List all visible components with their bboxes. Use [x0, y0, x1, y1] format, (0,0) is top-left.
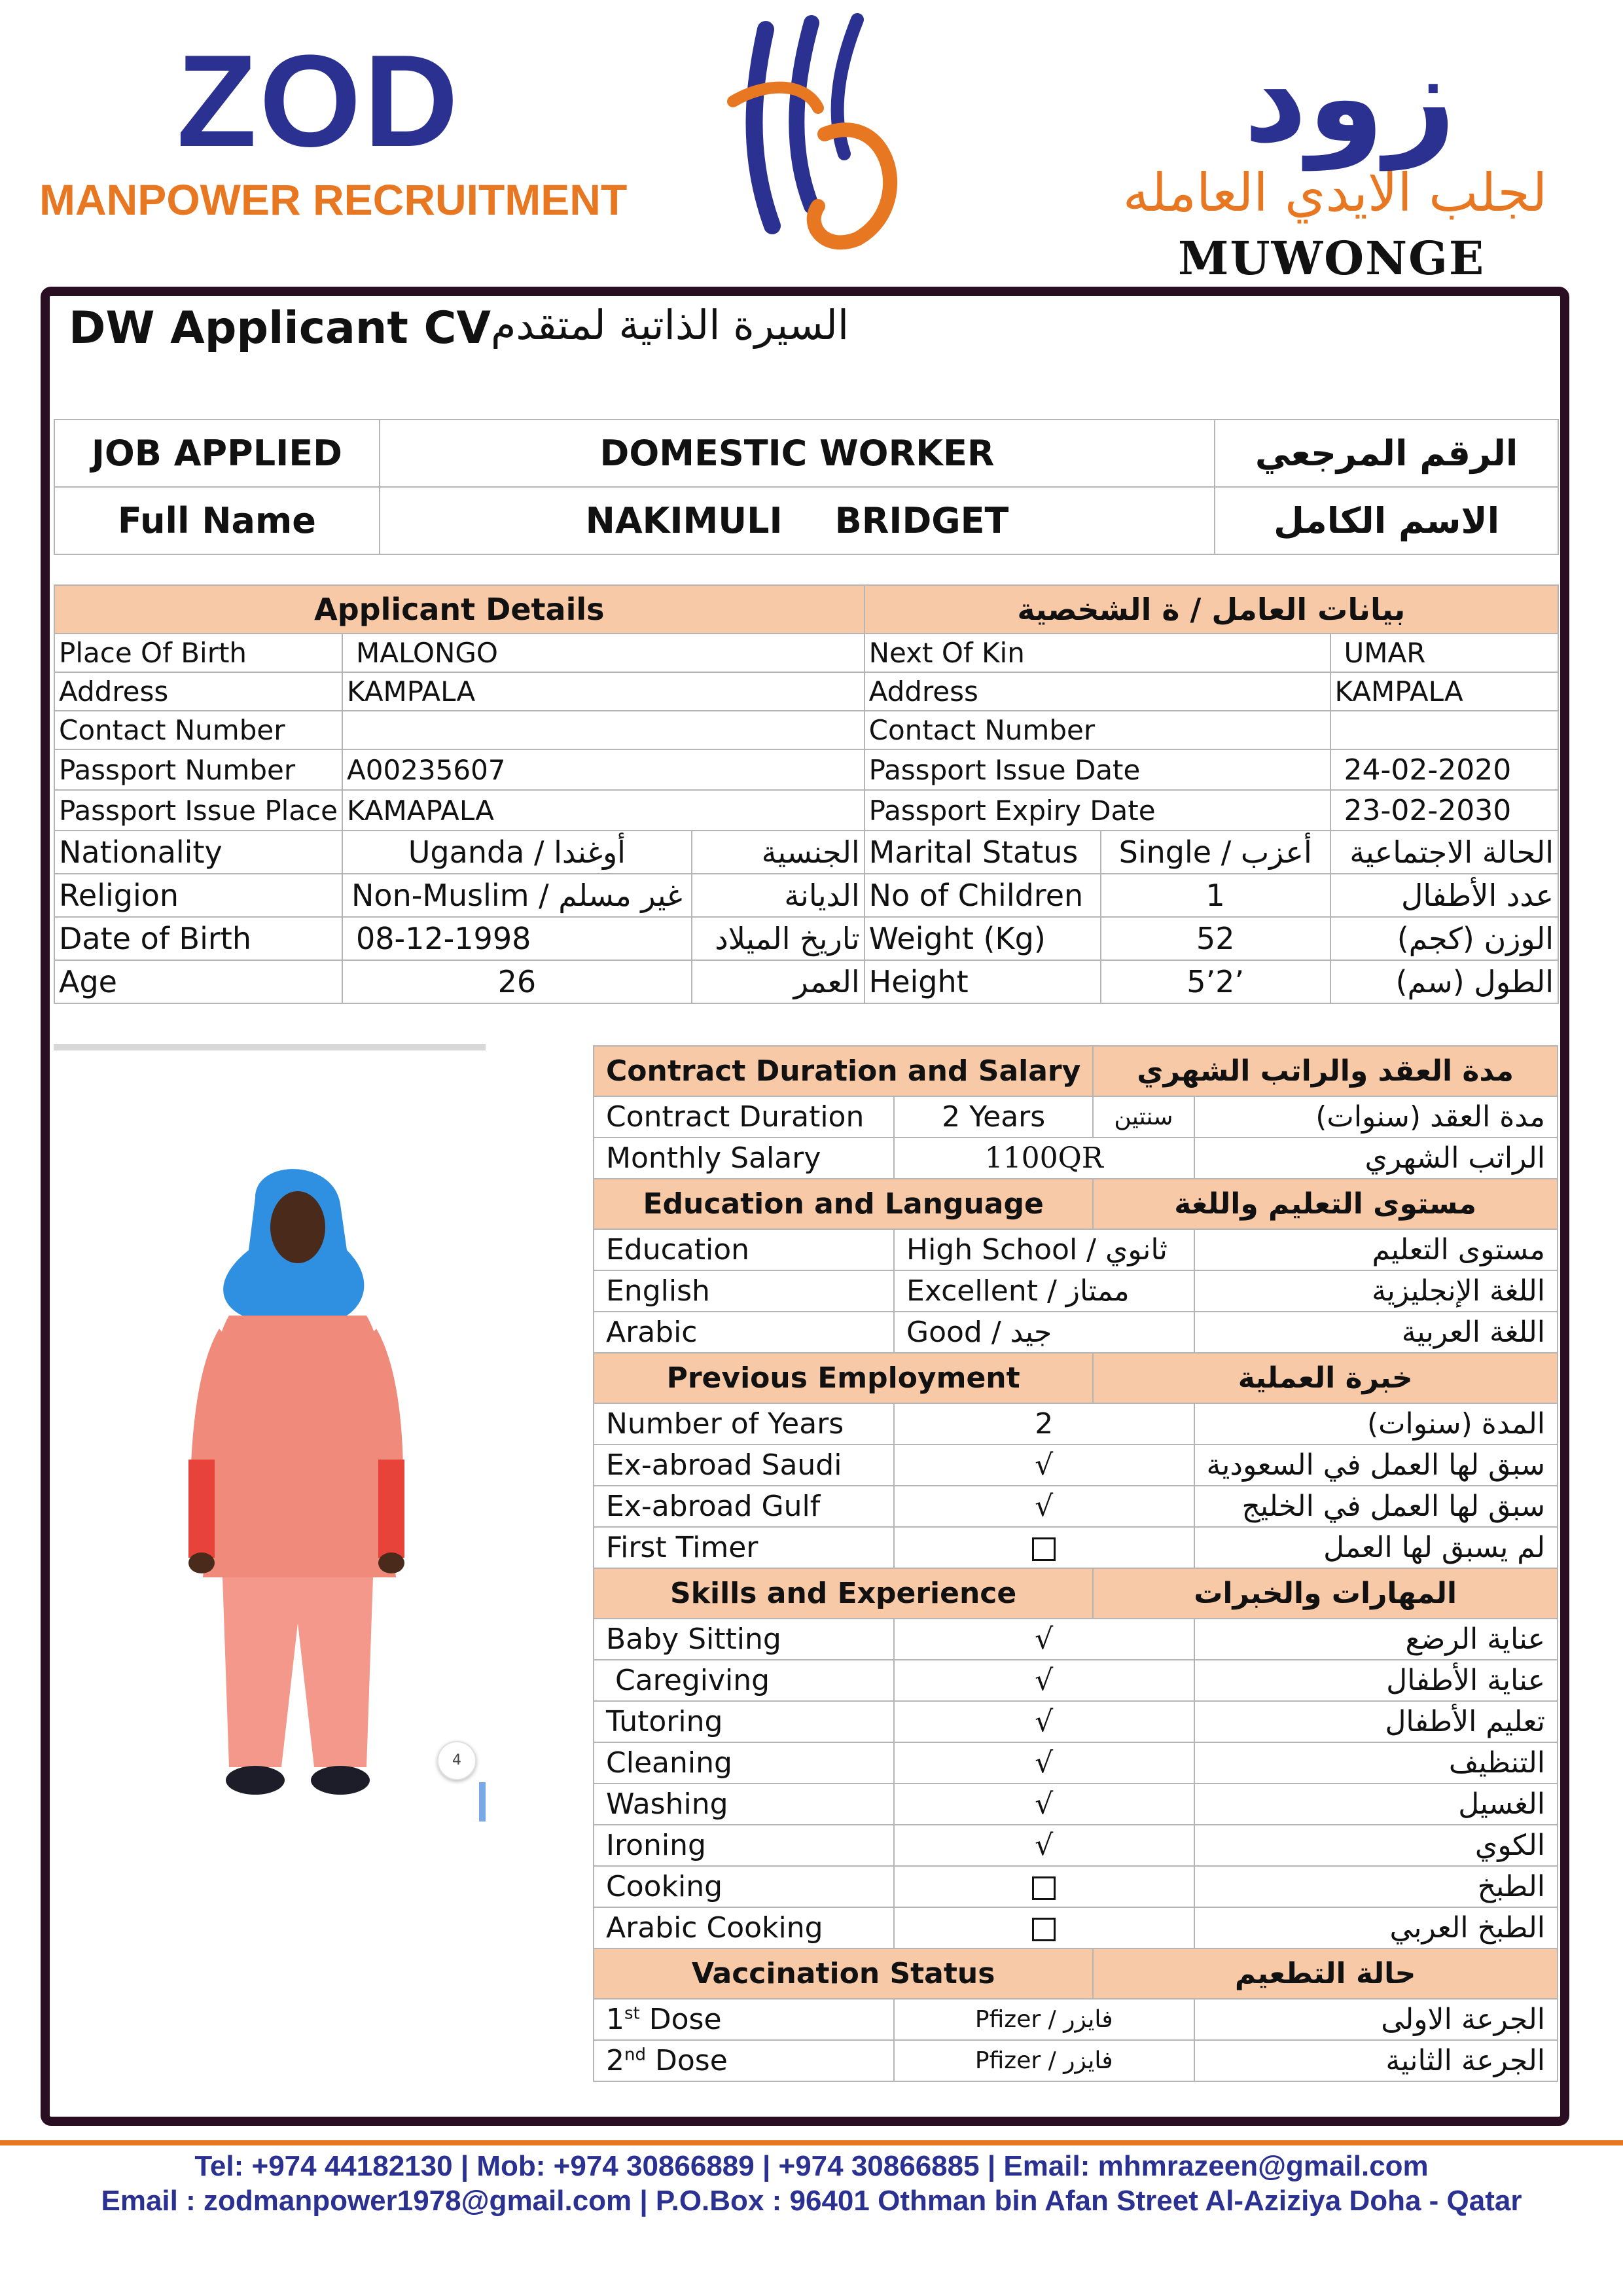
skill-label-ar: الغسيل [1194, 1784, 1558, 1825]
contract-duration-value: 2 Years [894, 1096, 1093, 1138]
dose1-label-ar: الجرعة الاولى [1194, 1999, 1558, 2040]
children-label-ar: عدد الأطفال [1330, 874, 1559, 917]
cv-title: DW Applicant CV [69, 302, 491, 354]
check-mark-icon: √ [894, 1701, 1194, 1742]
skill-value [894, 1866, 1194, 1907]
weight-value: 52 [1101, 917, 1330, 960]
employment-row [594, 1444, 1558, 1486]
employment-row-label: Number of Years [594, 1403, 894, 1444]
skill-row [594, 1784, 1558, 1825]
marital-status-label-ar: الحالة الاجتماعية [1330, 831, 1559, 874]
employment-row-label-ar: المدة (سنوات) [1194, 1403, 1558, 1444]
education-header-ar: مستوى التعليم واللغة [1093, 1179, 1558, 1229]
dose2-number: 2 [606, 2044, 624, 2077]
education-row-value: High School / ثانوي [894, 1229, 1194, 1270]
job-name-table [54, 419, 1559, 555]
kin-contact-number-label: Contact Number [865, 711, 1330, 749]
weight-label-ar: الوزن (كجم) [1330, 917, 1559, 960]
skill-label: Tutoring [594, 1701, 894, 1742]
age-value: 26 [342, 960, 692, 1003]
contract-duration-label: Contract Duration [594, 1096, 894, 1138]
vaccination-header-ar: حالة التطعيم [1093, 1948, 1558, 1999]
vaccination-header: Vaccination Status [594, 1948, 1093, 1999]
skill-label: Arabic Cooking [594, 1907, 894, 1948]
applicant-details-header-ar: بيانات العامل / ة الشخصية [865, 585, 1558, 634]
employment-row-label: First Timer [594, 1527, 894, 1568]
skill-label-ar: الطبخ العربي [1194, 1907, 1558, 1948]
next-of-kin-label: Next Of Kin [865, 634, 1330, 672]
company-logo-icon [726, 10, 923, 259]
check-mark-icon: √ [894, 1619, 1194, 1660]
education-row-label-ar: مستوى التعليم [1194, 1229, 1558, 1270]
skill-label-ar: تعليم الأطفال [1194, 1701, 1558, 1742]
monthly-salary-label-ar: الراتب الشهري [1194, 1138, 1558, 1179]
footer-divider [0, 2140, 1623, 2145]
skill-label-ar: الطبخ [1194, 1866, 1558, 1907]
check-mark-icon: √ [894, 1742, 1194, 1784]
check-mark-icon: √ [894, 1486, 1194, 1527]
education-row-label: Education [594, 1229, 894, 1270]
age-label-ar: العمر [692, 960, 865, 1003]
job-applied-value: DOMESTIC WORKER [380, 420, 1215, 487]
nationality-label-ar: الجنسية [692, 831, 865, 874]
skill-label: Cooking [594, 1866, 894, 1907]
religion-label-ar: الديانة [692, 874, 865, 917]
nationality-label: Nationality [54, 831, 342, 874]
address-value: KAMPALA [342, 672, 865, 711]
religion-value: Non-Muslim / غير مسلم [342, 874, 692, 917]
dose2-suffix: nd [624, 2045, 646, 2065]
applicant-tag: MUWONGE [1178, 231, 1486, 285]
skill-label-ar: التنظيف [1194, 1742, 1558, 1784]
monthly-salary-value: 1100QR [894, 1138, 1194, 1179]
skill-row [594, 1825, 1558, 1866]
skill-label: Washing [594, 1784, 894, 1825]
dose2-label [594, 2040, 894, 2081]
full-name-value [380, 487, 1215, 554]
check-mark-icon: √ [894, 1660, 1194, 1701]
footer-address-line: Email : zodmanpower1978@gmail.com | P.O.Box : 96401 Othman bin Afan Street Al-Aziziya Doha - Qatar [101, 2185, 1522, 2217]
employment-row-label: Ex-abroad Saudi [594, 1444, 894, 1486]
contract-duration-value-ar: سنتين [1093, 1096, 1194, 1138]
contact-number-value [342, 711, 865, 749]
education-header: Education and Language [594, 1179, 1093, 1229]
skill-label: Cleaning [594, 1742, 894, 1784]
skill-label: Ironing [594, 1825, 894, 1866]
job-applied-label: JOB APPLIED [54, 420, 380, 487]
monthly-salary-label: Monthly Salary [594, 1138, 894, 1179]
skill-row [594, 1742, 1558, 1784]
height-label-ar: الطول (سم) [1330, 960, 1559, 1003]
cv-title-ar: السيرة الذاتية لمتقدم [491, 301, 849, 349]
reference-label-ar: الرقم المرجعي [1215, 420, 1558, 487]
vaccination-row [594, 1999, 1558, 2040]
nationality-value: Uganda / أوغندا [342, 831, 692, 874]
footer-contact-line: Tel: +974 44182130 | Mob: +974 30866889 | +974 30866885 | Email: mhmrazeen@gmail.com [194, 2150, 1429, 2182]
empty-checkbox-icon[interactable] [1032, 1918, 1056, 1941]
children-value: 1 [1101, 874, 1330, 917]
dob-label-ar: تاريخ الميلاد [692, 917, 865, 960]
brand-logo-text-ar: زود [1243, 26, 1456, 170]
brand-subtitle-ar: لجلب الايدي العامله [1122, 162, 1548, 223]
skill-row [594, 1660, 1558, 1701]
employment-row [594, 1403, 1558, 1444]
kin-contact-number-value [1330, 711, 1559, 749]
skill-label: Caregiving [594, 1660, 894, 1701]
dose2-label-ar: الجرعة الثانية [1194, 2040, 1558, 2081]
education-row [594, 1270, 1558, 1312]
dose1-word: Dose [639, 2003, 722, 2036]
applicant-details-header: Applicant Details [54, 585, 865, 634]
age-label: Age [54, 960, 342, 1003]
full-name-label: Full Name [54, 487, 380, 554]
page-number-badge[interactable]: 4 [437, 1741, 476, 1780]
address-label: Address [54, 672, 342, 711]
brand-logo-text: ZOD [177, 28, 461, 174]
children-label: No of Children [865, 874, 1101, 917]
education-row-value: Excellent / ممتاز [894, 1270, 1194, 1312]
skill-label: Baby Sitting [594, 1619, 894, 1660]
education-row-label: English [594, 1270, 894, 1312]
dose2-value: Pfizer / فايزر [894, 2040, 1194, 2081]
check-mark-icon: √ [894, 1784, 1194, 1825]
last-name: BRIDGET [834, 500, 1009, 541]
check-mark-icon: √ [894, 1444, 1194, 1486]
skill-label-ar: عناية الأطفال [1194, 1660, 1558, 1701]
next-of-kin-value: UMAR [1330, 634, 1559, 672]
contract-duration-label-ar: مدة العقد (سنوات) [1194, 1096, 1558, 1138]
education-row-label-ar: اللغة العربية [1194, 1312, 1558, 1353]
education-row [594, 1312, 1558, 1353]
employment-row-value [894, 1527, 1194, 1568]
full-name-label-ar: الاسم الكامل [1215, 487, 1558, 554]
dose1-label [594, 1999, 894, 2040]
height-value: 5’2’ [1101, 960, 1330, 1003]
place-of-birth-label: Place Of Birth [54, 634, 342, 672]
skill-row [594, 1866, 1558, 1907]
passport-issue-place-label: Passport Issue Place [54, 790, 342, 831]
applicant-photo [151, 1152, 425, 1820]
employment-header: Previous Employment [594, 1353, 1093, 1403]
religion-label: Religion [54, 874, 342, 917]
skills-header: Skills and Experience [594, 1568, 1093, 1619]
dose1-number: 1 [606, 2003, 624, 2036]
empty-checkbox-icon[interactable] [1032, 1537, 1056, 1561]
photo-divider [54, 1044, 486, 1050]
dose1-value: Pfizer / فايزر [894, 1999, 1194, 2040]
education-row [594, 1229, 1558, 1270]
skill-label-ar: عناية الرضع [1194, 1619, 1558, 1660]
passport-number-label: Passport Number [54, 749, 342, 790]
empty-checkbox-icon[interactable] [1032, 1876, 1056, 1900]
passport-issue-date-value: 24-02-2020 [1330, 749, 1559, 790]
employment-header-ar: خبرة العملية [1093, 1353, 1558, 1403]
marital-status-label: Marital Status [865, 831, 1101, 874]
dob-label: Date of Birth [54, 917, 342, 960]
brand-subtitle: MANPOWER RECRUITMENT [39, 175, 628, 224]
employment-row-value: 2 [894, 1403, 1194, 1444]
contract-header-ar: مدة العقد والراتب الشهري [1093, 1046, 1558, 1096]
employment-row-label: Ex-abroad Gulf [594, 1486, 894, 1527]
skill-row [594, 1907, 1558, 1948]
employment-row [594, 1486, 1558, 1527]
education-row-label: Arabic [594, 1312, 894, 1353]
applicant-details-table [54, 584, 1559, 1004]
dose2-word: Dose [645, 2044, 728, 2077]
scroll-indicator[interactable] [479, 1782, 486, 1821]
weight-label: Weight (Kg) [865, 917, 1101, 960]
employment-row-label-ar: سبق لها العمل في الخليج [1194, 1486, 1558, 1527]
check-mark-icon: √ [894, 1825, 1194, 1866]
kin-address-label: Address [865, 672, 1330, 711]
passport-issue-place-value: KAMAPALA [342, 790, 865, 831]
employment-row-label-ar: لم يسبق لها العمل [1194, 1527, 1558, 1568]
skill-value [894, 1907, 1194, 1948]
skill-label-ar: الكوي [1194, 1825, 1558, 1866]
kin-address-value: KAMPALA [1330, 672, 1559, 711]
skill-row [594, 1619, 1558, 1660]
passport-issue-date-label: Passport Issue Date [865, 749, 1330, 790]
dose1-suffix: st [624, 2003, 640, 2024]
passport-expiry-date-label: Passport Expiry Date [865, 790, 1330, 831]
place-of-birth-value: MALONGO [342, 634, 865, 672]
passport-expiry-date-value: 23-02-2030 [1330, 790, 1559, 831]
skill-row [594, 1701, 1558, 1742]
contract-skills-table [593, 1045, 1558, 2082]
first-name: NAKIMULI [585, 500, 783, 541]
passport-number-value: A00235607 [342, 749, 865, 790]
employment-row [594, 1527, 1558, 1568]
skills-header-ar: المهارات والخبرات [1093, 1568, 1558, 1619]
contact-number-label: Contact Number [54, 711, 342, 749]
dob-value: 08-12-1998 [342, 917, 692, 960]
employment-row-label-ar: سبق لها العمل في السعودية [1194, 1444, 1558, 1486]
education-row-value: Good / جيد [894, 1312, 1194, 1353]
height-label: Height [865, 960, 1101, 1003]
education-row-label-ar: اللغة الإنجليزية [1194, 1270, 1558, 1312]
vaccination-row [594, 2040, 1558, 2081]
marital-status-value: Single / أعزب [1101, 831, 1330, 874]
contract-header: Contract Duration and Salary [594, 1046, 1093, 1096]
